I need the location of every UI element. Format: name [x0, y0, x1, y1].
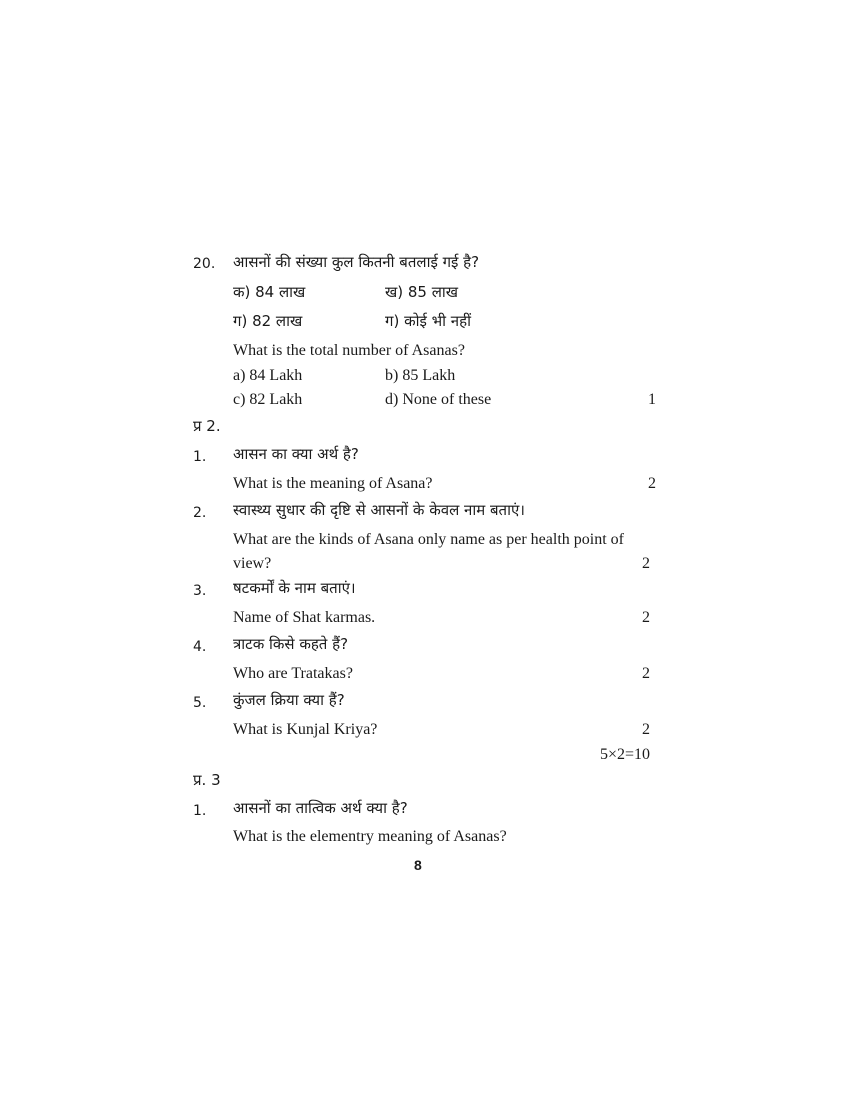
question-hindi: कुंजल क्रिया क्या हैं? [233, 691, 345, 709]
question-english-line1: What are the kinds of Asana only name as per health point of [233, 531, 624, 548]
marks: 2 [642, 609, 650, 626]
option-hindi-c: ग) 82 लाख [233, 312, 303, 330]
question-number: 20. [193, 256, 216, 272]
question-english-line2: view? [233, 555, 272, 572]
marks: 2 [648, 475, 656, 492]
marks: 2 [642, 665, 650, 682]
page-number: 8 [414, 857, 422, 873]
option-english-b: b) 85 Lakh [385, 367, 456, 384]
question-hindi: आसनों की संख्या कुल कितनी बतलाई गई है? [233, 253, 480, 271]
question-english: What is the elementry meaning of Asanas? [233, 828, 507, 845]
marks: 2 [642, 555, 650, 572]
question-hindi: आसन का क्या अर्थ है? [233, 445, 359, 463]
section-heading: प्र. 3 [193, 771, 221, 789]
question-number: 4. [193, 639, 207, 655]
question-english: What is the meaning of Asana? [233, 475, 433, 492]
option-english-c: c) 82 Lakh [233, 391, 303, 408]
question-number: 1. [193, 449, 207, 465]
section-total: 5×2=10 [600, 746, 651, 763]
section-heading: प्र 2. [193, 417, 221, 435]
question-number: 1. [193, 803, 207, 819]
question-number: 2. [193, 505, 207, 521]
question-english: Name of Shat karmas. [233, 609, 376, 626]
option-english-a: a) 84 Lakh [233, 367, 303, 384]
marks: 2 [642, 721, 650, 738]
marks: 1 [648, 391, 656, 408]
question-english: Who are Tratakas? [233, 665, 353, 682]
option-hindi-d: ग) कोई भी नहीं [385, 312, 471, 330]
question-number: 3. [193, 583, 207, 599]
question-hindi: स्वास्थ्य सुधार की दृष्टि से आसनों के केवल नाम बताएं। [233, 501, 525, 519]
question-hindi: त्राटक किसे कहते हैं? [233, 635, 349, 653]
question-english: What is the total number of Asanas? [233, 342, 465, 359]
option-english-d: d) None of these [385, 391, 492, 408]
question-number: 5. [193, 695, 207, 711]
question-hindi: आसनों का तात्विक अर्थ क्या है? [233, 799, 408, 817]
question-hindi: षटकर्मों के नाम बताएं। [233, 579, 356, 597]
question-english: What is Kunjal Kriya? [233, 721, 378, 738]
option-hindi-b: ख) 85 लाख [385, 283, 459, 301]
option-hindi-a: क) 84 लाख [233, 283, 306, 301]
